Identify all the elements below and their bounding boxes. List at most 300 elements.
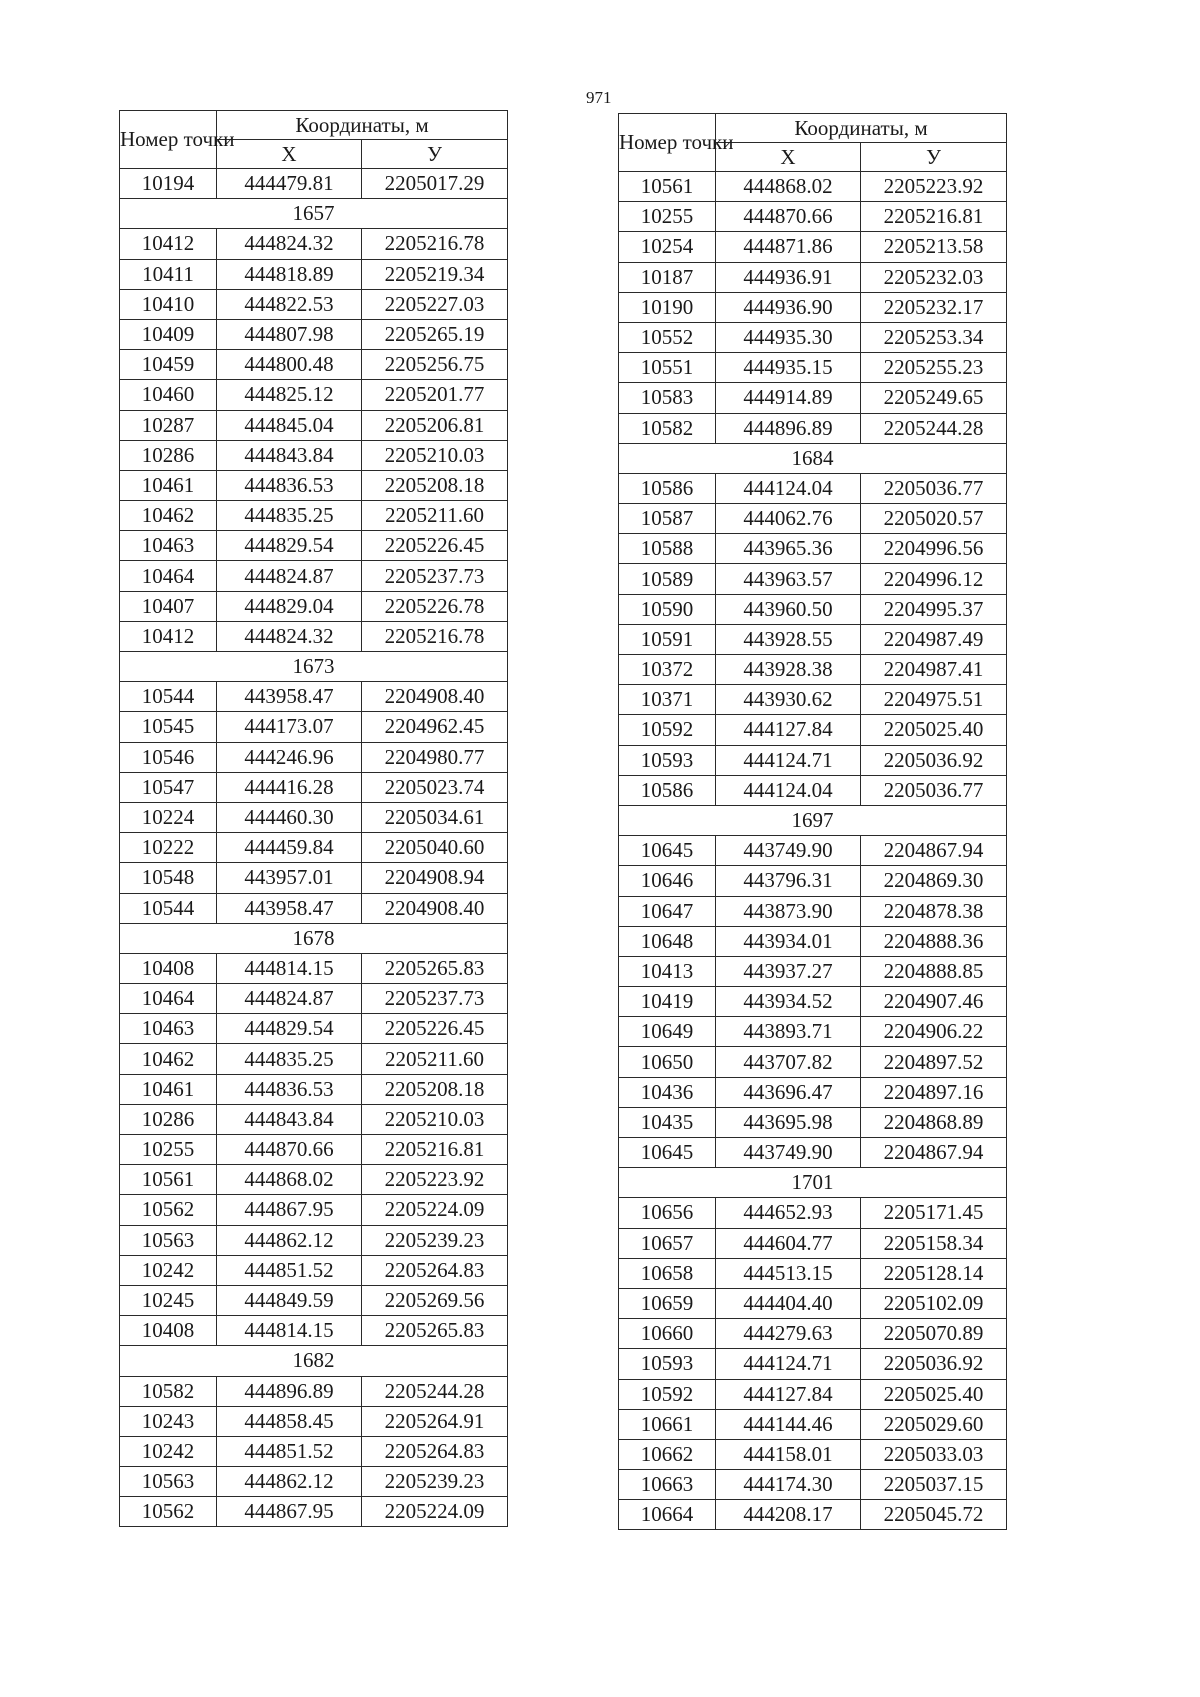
- table-row: [619, 655, 1007, 685]
- header-point-number: Номер точки: [619, 114, 716, 172]
- point-number-cell: 10551: [619, 353, 716, 383]
- y-coordinate-cell: 2204975.51: [861, 685, 1007, 715]
- y-coordinate-cell: 2204980.77: [362, 742, 508, 772]
- point-number-cell: 10663: [619, 1470, 716, 1500]
- point-number-cell: 10563: [120, 1467, 217, 1497]
- table-row: [120, 440, 508, 470]
- point-number-cell: 10410: [120, 289, 217, 319]
- point-number-cell: 10224: [120, 802, 217, 832]
- y-coordinate-cell: 2205223.92: [861, 172, 1007, 202]
- y-coordinate-cell: 2205249.65: [861, 383, 1007, 413]
- x-coordinate-cell: 444868.02: [716, 172, 861, 202]
- table-row: [619, 232, 1007, 262]
- y-coordinate-cell: 2205256.75: [362, 350, 508, 380]
- x-coordinate-cell: 444818.89: [217, 259, 362, 289]
- x-coordinate-cell: 444845.04: [217, 410, 362, 440]
- table-row: [120, 591, 508, 621]
- x-coordinate-cell: 444896.89: [217, 1376, 362, 1406]
- y-coordinate-cell: 2204888.36: [861, 926, 1007, 956]
- x-coordinate-cell: 444896.89: [716, 413, 861, 443]
- y-coordinate-cell: 2205237.73: [362, 984, 508, 1014]
- coordinates-table-left: [119, 110, 508, 1527]
- x-coordinate-cell: 444849.59: [217, 1285, 362, 1315]
- point-number-cell: 10661: [619, 1409, 716, 1439]
- point-number-cell: 10459: [120, 350, 217, 380]
- table-row: [120, 1316, 508, 1346]
- point-number-cell: 10561: [619, 172, 716, 202]
- y-coordinate-cell: 2205265.83: [362, 953, 508, 983]
- point-number-cell: 10586: [619, 775, 716, 805]
- table-row: [120, 1406, 508, 1436]
- y-coordinate-cell: 2205216.81: [861, 202, 1007, 232]
- table-row: [619, 685, 1007, 715]
- y-coordinate-cell: 2205244.28: [861, 413, 1007, 443]
- point-number-cell: 10582: [619, 413, 716, 443]
- point-number-cell: 10242: [120, 1436, 217, 1466]
- y-coordinate-cell: 2205037.15: [861, 1470, 1007, 1500]
- x-coordinate-cell: 443928.38: [716, 655, 861, 685]
- x-coordinate-cell: 444870.66: [217, 1135, 362, 1165]
- y-coordinate-cell: 2204987.49: [861, 624, 1007, 654]
- point-number-cell: 10650: [619, 1047, 716, 1077]
- x-coordinate-cell: 443958.47: [217, 682, 362, 712]
- table-row: [619, 1379, 1007, 1409]
- y-coordinate-cell: 2204908.94: [362, 863, 508, 893]
- header-coordinates: Координаты, м: [716, 114, 1007, 143]
- y-coordinate-cell: 2205210.03: [362, 1104, 508, 1134]
- x-coordinate-cell: 444836.53: [217, 470, 362, 500]
- section-label: 1682: [120, 1346, 508, 1376]
- section-label: 1673: [120, 652, 508, 682]
- x-coordinate-cell: 444843.84: [217, 440, 362, 470]
- table-row: [619, 473, 1007, 503]
- y-coordinate-cell: 2204962.45: [362, 712, 508, 742]
- header-x: X: [716, 143, 861, 172]
- point-number-cell: 10194: [120, 169, 217, 199]
- section-row: [120, 199, 508, 229]
- x-coordinate-cell: 444824.87: [217, 561, 362, 591]
- y-coordinate-cell: 2205226.45: [362, 531, 508, 561]
- table-row: [120, 893, 508, 923]
- x-coordinate-cell: 444652.93: [716, 1198, 861, 1228]
- y-coordinate-cell: 2205232.03: [861, 262, 1007, 292]
- x-coordinate-cell: 444459.84: [217, 833, 362, 863]
- y-coordinate-cell: 2205020.57: [861, 504, 1007, 534]
- x-coordinate-cell: 443963.57: [716, 564, 861, 594]
- y-coordinate-cell: 2205265.83: [362, 1316, 508, 1346]
- y-coordinate-cell: 2205208.18: [362, 470, 508, 500]
- y-coordinate-cell: 2204907.46: [861, 987, 1007, 1017]
- table-row: [120, 1104, 508, 1134]
- header-point-number: Номер точки: [120, 111, 217, 169]
- table-row: [120, 470, 508, 500]
- table-row: [619, 1077, 1007, 1107]
- table-row: [120, 1135, 508, 1165]
- x-coordinate-cell: 444935.15: [716, 353, 861, 383]
- x-coordinate-cell: 444127.84: [716, 1379, 861, 1409]
- section-label: 1678: [120, 923, 508, 953]
- point-number-cell: 10657: [619, 1228, 716, 1258]
- table-row: [120, 1044, 508, 1074]
- x-coordinate-cell: 444824.32: [217, 621, 362, 651]
- table-row: [619, 1017, 1007, 1047]
- y-coordinate-cell: 2205070.89: [861, 1319, 1007, 1349]
- point-number-cell: 10563: [120, 1225, 217, 1255]
- point-number-cell: 10436: [619, 1077, 716, 1107]
- y-coordinate-cell: 2205102.09: [861, 1288, 1007, 1318]
- table-body: [619, 172, 1007, 1530]
- table-row: [120, 1376, 508, 1406]
- table-row: [619, 836, 1007, 866]
- y-coordinate-cell: 2205128.14: [861, 1258, 1007, 1288]
- x-coordinate-cell: 444835.25: [217, 501, 362, 531]
- point-number-cell: 10592: [619, 715, 716, 745]
- point-number-cell: 10544: [120, 893, 217, 923]
- y-coordinate-cell: 2205158.34: [861, 1228, 1007, 1258]
- x-coordinate-cell: 444814.15: [217, 1316, 362, 1346]
- y-coordinate-cell: 2204888.85: [861, 956, 1007, 986]
- y-coordinate-cell: 2205025.40: [861, 715, 1007, 745]
- point-number-cell: 10648: [619, 926, 716, 956]
- x-coordinate-cell: 444124.04: [716, 473, 861, 503]
- table-row: [120, 953, 508, 983]
- table-row: [619, 504, 1007, 534]
- table-row: [120, 682, 508, 712]
- x-coordinate-cell: 444144.46: [716, 1409, 861, 1439]
- point-number-cell: 10372: [619, 655, 716, 685]
- table-row: [120, 1467, 508, 1497]
- y-coordinate-cell: 2205224.09: [362, 1195, 508, 1225]
- point-number-cell: 10222: [120, 833, 217, 863]
- y-coordinate-cell: 2205255.23: [861, 353, 1007, 383]
- y-coordinate-cell: 2205040.60: [362, 833, 508, 863]
- point-number-cell: 10649: [619, 1017, 716, 1047]
- table-row: [120, 1165, 508, 1195]
- point-number-cell: 10545: [120, 712, 217, 742]
- y-coordinate-cell: 2205033.03: [861, 1439, 1007, 1469]
- point-number-cell: 10645: [619, 836, 716, 866]
- y-coordinate-cell: 2204878.38: [861, 896, 1007, 926]
- x-coordinate-cell: 443749.90: [716, 836, 861, 866]
- table-row: [619, 1228, 1007, 1258]
- table-row: [619, 896, 1007, 926]
- section-row: [619, 1168, 1007, 1198]
- y-coordinate-cell: 2205244.28: [362, 1376, 508, 1406]
- point-number-cell: 10591: [619, 624, 716, 654]
- point-number-cell: 10409: [120, 319, 217, 349]
- x-coordinate-cell: 444862.12: [217, 1467, 362, 1497]
- table-row: [619, 926, 1007, 956]
- x-coordinate-cell: 444862.12: [217, 1225, 362, 1255]
- x-coordinate-cell: 444174.30: [716, 1470, 861, 1500]
- table-row: [120, 742, 508, 772]
- table-row: [120, 501, 508, 531]
- y-coordinate-cell: 2205210.03: [362, 440, 508, 470]
- x-coordinate-cell: 444868.02: [217, 1165, 362, 1195]
- y-coordinate-cell: 2204995.37: [861, 594, 1007, 624]
- point-number-cell: 10583: [619, 383, 716, 413]
- point-number-cell: 10645: [619, 1138, 716, 1168]
- table-row: [120, 289, 508, 319]
- point-number-cell: 10287: [120, 410, 217, 440]
- table-row: [619, 1288, 1007, 1318]
- x-coordinate-cell: 443707.82: [716, 1047, 861, 1077]
- point-number-cell: 10408: [120, 1316, 217, 1346]
- x-coordinate-cell: 443934.52: [716, 987, 861, 1017]
- table-row: [120, 1225, 508, 1255]
- point-number-cell: 10590: [619, 594, 716, 624]
- point-number-cell: 10462: [120, 501, 217, 531]
- y-coordinate-cell: 2204897.52: [861, 1047, 1007, 1077]
- y-coordinate-cell: 2205025.40: [861, 1379, 1007, 1409]
- x-coordinate-cell: 443695.98: [716, 1107, 861, 1137]
- table-row: [619, 292, 1007, 322]
- point-number-cell: 10245: [120, 1285, 217, 1315]
- table-row: [619, 624, 1007, 654]
- table-row: [619, 745, 1007, 775]
- y-coordinate-cell: 2205036.77: [861, 775, 1007, 805]
- table-row: [120, 319, 508, 349]
- point-number-cell: 10242: [120, 1255, 217, 1285]
- x-coordinate-cell: 444867.95: [217, 1497, 362, 1527]
- x-coordinate-cell: 443958.47: [217, 893, 362, 923]
- x-coordinate-cell: 443937.27: [716, 956, 861, 986]
- table-row: [619, 1107, 1007, 1137]
- section-row: [619, 443, 1007, 473]
- y-coordinate-cell: 2205265.19: [362, 319, 508, 349]
- y-coordinate-cell: 2205216.78: [362, 229, 508, 259]
- point-number-cell: 10413: [619, 956, 716, 986]
- table-row: [120, 1014, 508, 1044]
- section-row: [619, 805, 1007, 835]
- table-row: [619, 383, 1007, 413]
- x-coordinate-cell: 443893.71: [716, 1017, 861, 1047]
- table-row: [619, 564, 1007, 594]
- point-number-cell: 10659: [619, 1288, 716, 1318]
- x-coordinate-cell: 444829.04: [217, 591, 362, 621]
- x-coordinate-cell: 444158.01: [716, 1439, 861, 1469]
- point-number-cell: 10592: [619, 1379, 716, 1409]
- table-row: [619, 1138, 1007, 1168]
- y-coordinate-cell: 2204908.40: [362, 893, 508, 923]
- y-coordinate-cell: 2205216.81: [362, 1135, 508, 1165]
- y-coordinate-cell: 2204868.89: [861, 1107, 1007, 1137]
- table-row: [120, 380, 508, 410]
- point-number-cell: 10435: [619, 1107, 716, 1137]
- section-row: [120, 923, 508, 953]
- x-coordinate-cell: 444807.98: [217, 319, 362, 349]
- table-row: [120, 621, 508, 651]
- table-row: [120, 259, 508, 289]
- point-number-cell: 10660: [619, 1319, 716, 1349]
- y-coordinate-cell: 2205239.23: [362, 1467, 508, 1497]
- point-number-cell: 10647: [619, 896, 716, 926]
- x-coordinate-cell: 443930.62: [716, 685, 861, 715]
- table-row: [619, 202, 1007, 232]
- table-row: [619, 413, 1007, 443]
- x-coordinate-cell: 444822.53: [217, 289, 362, 319]
- point-number-cell: 10464: [120, 561, 217, 591]
- y-coordinate-cell: 2205269.56: [362, 1285, 508, 1315]
- point-number-cell: 10593: [619, 1349, 716, 1379]
- point-number-cell: 10546: [120, 742, 217, 772]
- section-row: [120, 1346, 508, 1376]
- x-coordinate-cell: 444127.84: [716, 715, 861, 745]
- x-coordinate-cell: 443928.55: [716, 624, 861, 654]
- x-coordinate-cell: 444935.30: [716, 322, 861, 352]
- table-row: [120, 1074, 508, 1104]
- y-coordinate-cell: 2205264.83: [362, 1436, 508, 1466]
- table-row: [619, 956, 1007, 986]
- table-row: [619, 775, 1007, 805]
- table-row: [120, 1285, 508, 1315]
- y-coordinate-cell: 2204987.41: [861, 655, 1007, 685]
- x-coordinate-cell: 444604.77: [716, 1228, 861, 1258]
- x-coordinate-cell: 444062.76: [716, 504, 861, 534]
- table-row: [120, 863, 508, 893]
- point-number-cell: 10582: [120, 1376, 217, 1406]
- y-coordinate-cell: 2205211.60: [362, 1044, 508, 1074]
- point-number-cell: 10412: [120, 621, 217, 651]
- table-row: [619, 1439, 1007, 1469]
- y-coordinate-cell: 2204906.22: [861, 1017, 1007, 1047]
- section-row: [120, 652, 508, 682]
- y-coordinate-cell: 2205226.78: [362, 591, 508, 621]
- point-number-cell: 10664: [619, 1500, 716, 1530]
- table-row: [619, 172, 1007, 202]
- table-row: [120, 1195, 508, 1225]
- table-row: [619, 866, 1007, 896]
- x-coordinate-cell: 444416.28: [217, 772, 362, 802]
- table-row: [619, 262, 1007, 292]
- point-number-cell: 10460: [120, 380, 217, 410]
- x-coordinate-cell: 444870.66: [716, 202, 861, 232]
- point-number-cell: 10588: [619, 534, 716, 564]
- table-body: [120, 169, 508, 1527]
- x-coordinate-cell: 444829.54: [217, 1014, 362, 1044]
- table-row: [619, 1409, 1007, 1439]
- table-row: [120, 984, 508, 1014]
- y-coordinate-cell: 2204897.16: [861, 1077, 1007, 1107]
- table-row: [120, 1436, 508, 1466]
- point-number-cell: 10547: [120, 772, 217, 802]
- table-row: [619, 353, 1007, 383]
- point-number-cell: 10593: [619, 745, 716, 775]
- y-coordinate-cell: 2205223.92: [362, 1165, 508, 1195]
- x-coordinate-cell: 444404.40: [716, 1288, 861, 1318]
- x-coordinate-cell: 444829.54: [217, 531, 362, 561]
- point-number-cell: 10586: [619, 473, 716, 503]
- y-coordinate-cell: 2205239.23: [362, 1225, 508, 1255]
- x-coordinate-cell: 444124.04: [716, 775, 861, 805]
- y-coordinate-cell: 2205216.78: [362, 621, 508, 651]
- table-row: [120, 350, 508, 380]
- y-coordinate-cell: 2205237.73: [362, 561, 508, 591]
- y-coordinate-cell: 2204908.40: [362, 682, 508, 712]
- point-number-cell: 10255: [619, 202, 716, 232]
- point-number-cell: 10544: [120, 682, 217, 712]
- x-coordinate-cell: 443957.01: [217, 863, 362, 893]
- y-coordinate-cell: 2205219.34: [362, 259, 508, 289]
- table-row: [120, 772, 508, 802]
- point-number-cell: 10371: [619, 685, 716, 715]
- table-row: [120, 169, 508, 199]
- point-number-cell: 10463: [120, 1014, 217, 1044]
- x-coordinate-cell: 444513.15: [716, 1258, 861, 1288]
- point-number-cell: 10562: [120, 1497, 217, 1527]
- y-coordinate-cell: 2205227.03: [362, 289, 508, 319]
- point-number-cell: 10656: [619, 1198, 716, 1228]
- x-coordinate-cell: 444814.15: [217, 953, 362, 983]
- table-row: [619, 1258, 1007, 1288]
- table-row: [619, 1319, 1007, 1349]
- x-coordinate-cell: 444173.07: [217, 712, 362, 742]
- x-coordinate-cell: 443796.31: [716, 866, 861, 896]
- y-coordinate-cell: 2204869.30: [861, 866, 1007, 896]
- point-number-cell: 10187: [619, 262, 716, 292]
- point-number-cell: 10587: [619, 504, 716, 534]
- y-coordinate-cell: 2204867.94: [861, 1138, 1007, 1168]
- table-row: [619, 715, 1007, 745]
- point-number-cell: 10190: [619, 292, 716, 322]
- point-number-cell: 10646: [619, 866, 716, 896]
- y-coordinate-cell: 2205224.09: [362, 1497, 508, 1527]
- y-coordinate-cell: 2205264.83: [362, 1255, 508, 1285]
- x-coordinate-cell: 444858.45: [217, 1406, 362, 1436]
- x-coordinate-cell: 444800.48: [217, 350, 362, 380]
- point-number-cell: 10286: [120, 440, 217, 470]
- table-row: [120, 229, 508, 259]
- y-coordinate-cell: 2205045.72: [861, 1500, 1007, 1530]
- table-row: [619, 1500, 1007, 1530]
- point-number-cell: 10243: [120, 1406, 217, 1436]
- point-number-cell: 10561: [120, 1165, 217, 1195]
- y-coordinate-cell: 2205036.92: [861, 1349, 1007, 1379]
- x-coordinate-cell: 444851.52: [217, 1255, 362, 1285]
- table-row: [120, 1497, 508, 1527]
- x-coordinate-cell: 444479.81: [217, 169, 362, 199]
- x-coordinate-cell: 444843.84: [217, 1104, 362, 1134]
- table-row: [619, 1198, 1007, 1228]
- x-coordinate-cell: 444914.89: [716, 383, 861, 413]
- y-coordinate-cell: 2205034.61: [362, 802, 508, 832]
- y-coordinate-cell: 2204996.12: [861, 564, 1007, 594]
- point-number-cell: 10412: [120, 229, 217, 259]
- point-number-cell: 10408: [120, 953, 217, 983]
- table-row: [120, 410, 508, 440]
- table-row: [120, 712, 508, 742]
- section-label: 1657: [120, 199, 508, 229]
- y-coordinate-cell: 2204996.56: [861, 534, 1007, 564]
- x-coordinate-cell: 444825.12: [217, 380, 362, 410]
- x-coordinate-cell: 444851.52: [217, 1436, 362, 1466]
- x-coordinate-cell: 443749.90: [716, 1138, 861, 1168]
- x-coordinate-cell: 444867.95: [217, 1195, 362, 1225]
- y-coordinate-cell: 2205253.34: [861, 322, 1007, 352]
- coordinates-table-right: [618, 113, 1007, 1530]
- y-coordinate-cell: 2205206.81: [362, 410, 508, 440]
- table-row: [619, 1349, 1007, 1379]
- x-coordinate-cell: 444124.71: [716, 1349, 861, 1379]
- x-coordinate-cell: 444460.30: [217, 802, 362, 832]
- table-row: [120, 531, 508, 561]
- x-coordinate-cell: 443696.47: [716, 1077, 861, 1107]
- x-coordinate-cell: 444936.90: [716, 292, 861, 322]
- point-number-cell: 10254: [619, 232, 716, 262]
- point-number-cell: 10461: [120, 1074, 217, 1104]
- y-coordinate-cell: 2205232.17: [861, 292, 1007, 322]
- x-coordinate-cell: 444871.86: [716, 232, 861, 262]
